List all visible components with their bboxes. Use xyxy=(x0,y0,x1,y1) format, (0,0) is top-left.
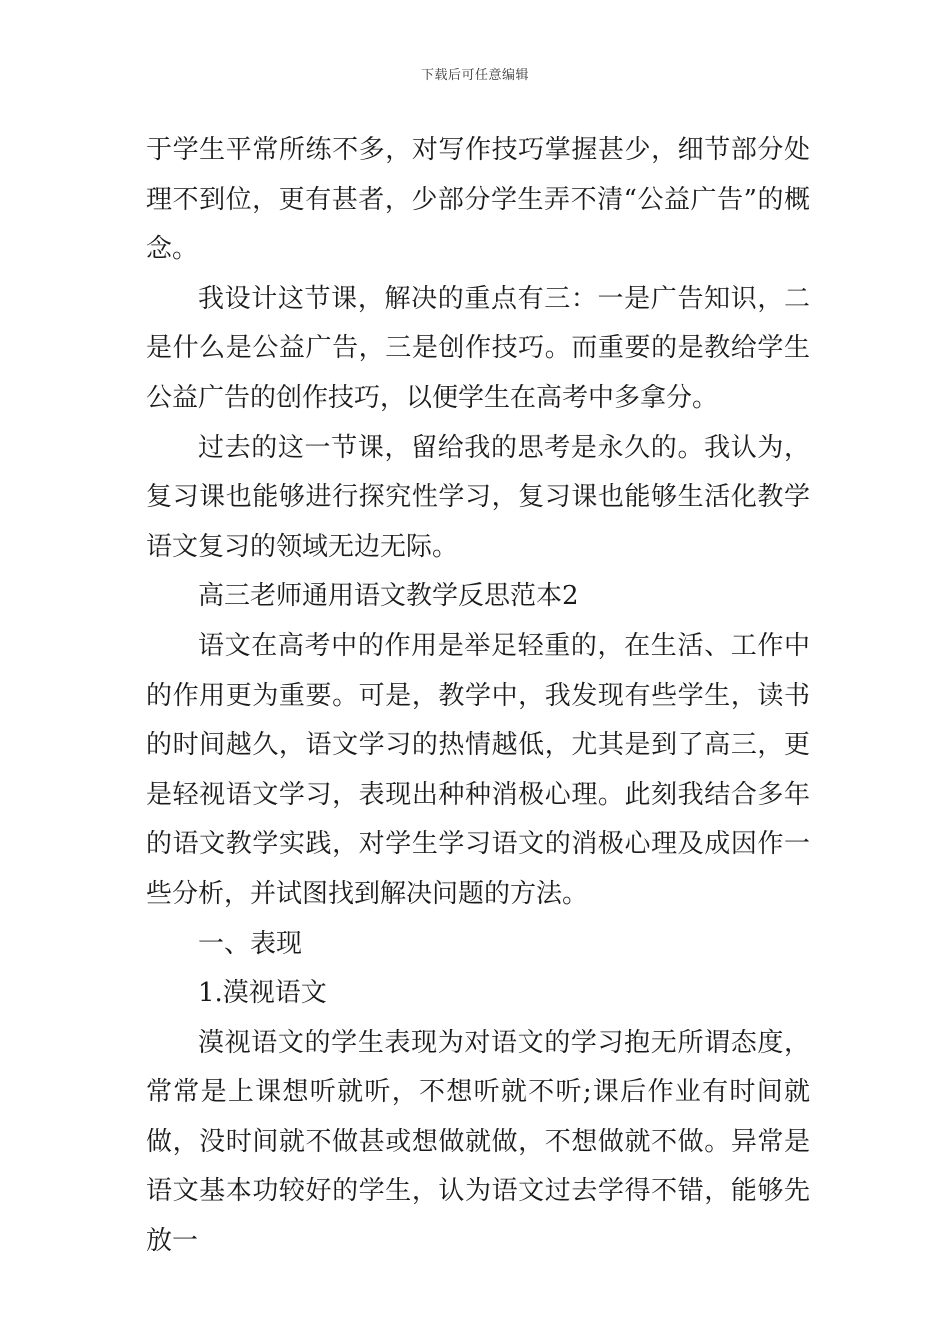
section-title: 高三老师通用语文教学反思范本2 xyxy=(198,581,579,612)
paragraph-8: 漠视语文的学生表现为对语文的学习抱无所谓态度，常常是上课想听就听，不想听就不听;课后作业有时间就做，没时间就不做甚或想做就做，不想做就不做。异常是语文基本功较好的学生，认为语文过去学得不错，能够先放一 xyxy=(146,1027,810,1257)
paragraph-1: 于学生平常所练不多，对写作技巧掌握甚少，细节部分处理不到位，更有甚者，少部分学生弄不清“公益广告”的概念。 xyxy=(146,135,810,265)
page-header: 下载后可任意编辑 xyxy=(420,68,529,83)
document-body xyxy=(146,126,810,1267)
subheading-ignore-chinese: 1.漠视语文 xyxy=(198,978,327,1009)
paragraph-3: 过去的这一节课，留给我的思考是永久的。我认为，复习课也能够进行探究性学习，复习课也能够生活化教学语文复习的领域无边无际。 xyxy=(146,432,810,562)
paragraph-5: 语文在高考中的作用是举足轻重的，在生活、工作中的作用更为重要。可是，教学中，我发现有些学生，读书的时间越久，语文学习的热情越低，尤其是到了高三，更是轻视语文学习，表现出种种消极心理。此刻我结合多年的语文教学实践，对学生学习语文的消极心理及成因作一些分析，并试图找到解决问题的方法。 xyxy=(146,630,810,909)
paragraph-2: 我设计这节课，解决的重点有三：一是广告知识，二是什么是公益广告，三是创作技巧。而重要的是教给学生公益广告的创作技巧，以便学生在高考中多拿分。 xyxy=(146,283,810,413)
heading-performance: 一、表现 xyxy=(198,928,303,959)
